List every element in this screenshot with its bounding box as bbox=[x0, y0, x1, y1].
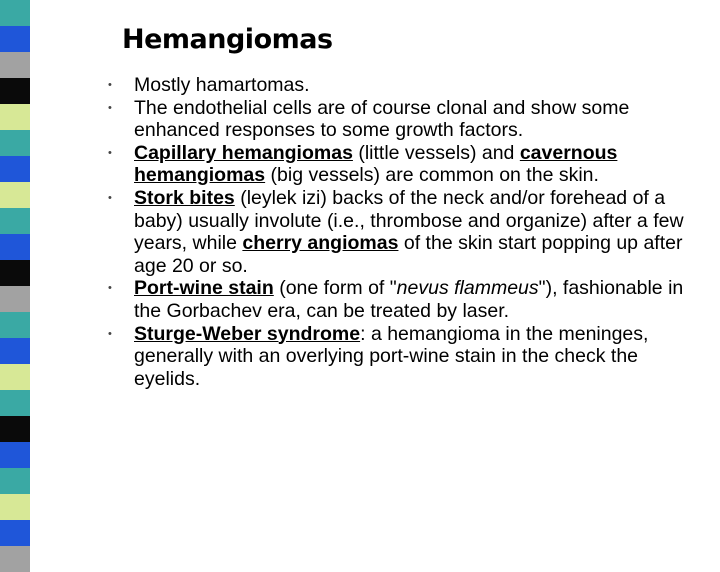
stripe-block bbox=[0, 286, 30, 312]
bullet-dot-icon: • bbox=[108, 191, 112, 204]
stripe-block bbox=[0, 312, 30, 338]
stripe-block bbox=[0, 130, 30, 156]
stripe-block bbox=[0, 104, 30, 130]
term-emphasis: Port-wine stain bbox=[134, 277, 274, 300]
bullet-text: : a hemangioma in the meninges, generally with an overlying port-wine stain in the check the eyelids. bbox=[134, 322, 649, 390]
bullet-text: (big vessels) are common on the skin. bbox=[265, 164, 599, 187]
bullet-dot-icon: • bbox=[108, 282, 112, 295]
bullet-item bbox=[108, 277, 708, 322]
stripe-block bbox=[0, 546, 30, 572]
bullet-dot-icon: • bbox=[108, 327, 112, 340]
stripe-block bbox=[0, 468, 30, 494]
term-emphasis: Sturge-Weber syndrome bbox=[134, 322, 361, 345]
bullet-item bbox=[108, 142, 708, 187]
bullet-text: (little vessels) and bbox=[352, 141, 520, 164]
stripe-block bbox=[0, 208, 30, 234]
bullet-dot-icon: • bbox=[108, 79, 112, 91]
bullet-item bbox=[108, 74, 708, 97]
bullet-list bbox=[108, 74, 708, 390]
stripe-block bbox=[0, 0, 30, 26]
stripe-block bbox=[0, 442, 30, 468]
stripe-block bbox=[0, 260, 30, 286]
bullet-text: of the skin start popping up after age 20 or so. bbox=[134, 232, 683, 277]
decorative-stripe bbox=[0, 0, 60, 540]
term-emphasis: Capillary hemangiomas bbox=[134, 141, 353, 164]
bullet-text: (leylek izi) backs of the neck and/or forehead of a baby) usually involute (i.e., thrombose and organize) after a few years, while bbox=[134, 186, 684, 255]
stripe-block bbox=[0, 156, 30, 182]
bullet-dot-icon: • bbox=[108, 146, 112, 159]
stripe-block bbox=[0, 520, 30, 546]
bullet-dot-icon: • bbox=[108, 101, 112, 114]
bullet-text: (one form of " bbox=[273, 277, 397, 300]
stripe-block bbox=[0, 78, 30, 104]
bullet-item bbox=[108, 323, 708, 391]
stripe-block bbox=[0, 52, 30, 78]
bullet-text: The endothelial cells are of course clonal and show some enhanced responses to some growth factors. bbox=[134, 96, 630, 142]
stripe-block bbox=[0, 234, 30, 260]
slide-title: Hemangiomas bbox=[122, 24, 333, 55]
stripe-block bbox=[0, 494, 30, 520]
stripe-block bbox=[0, 26, 30, 52]
bullet-item bbox=[108, 187, 708, 277]
stripe-block bbox=[0, 364, 30, 390]
stripe-block bbox=[0, 416, 30, 442]
stripe-block bbox=[0, 182, 30, 208]
bullet-item bbox=[108, 97, 708, 142]
term-emphasis: cherry angiomas bbox=[242, 232, 399, 255]
term-emphasis: cavernous hemangiomas bbox=[134, 141, 618, 187]
stripe-block bbox=[0, 338, 30, 364]
term-italic: nevus flammeus bbox=[396, 277, 539, 300]
bullet-text: Mostly hamartomas. bbox=[134, 74, 310, 96]
bullet-text: "), fashionable in the Gorbachev era, can be treated by laser. bbox=[134, 277, 684, 322]
term-emphasis: Stork bites bbox=[134, 186, 235, 209]
stripe-block bbox=[0, 390, 30, 416]
